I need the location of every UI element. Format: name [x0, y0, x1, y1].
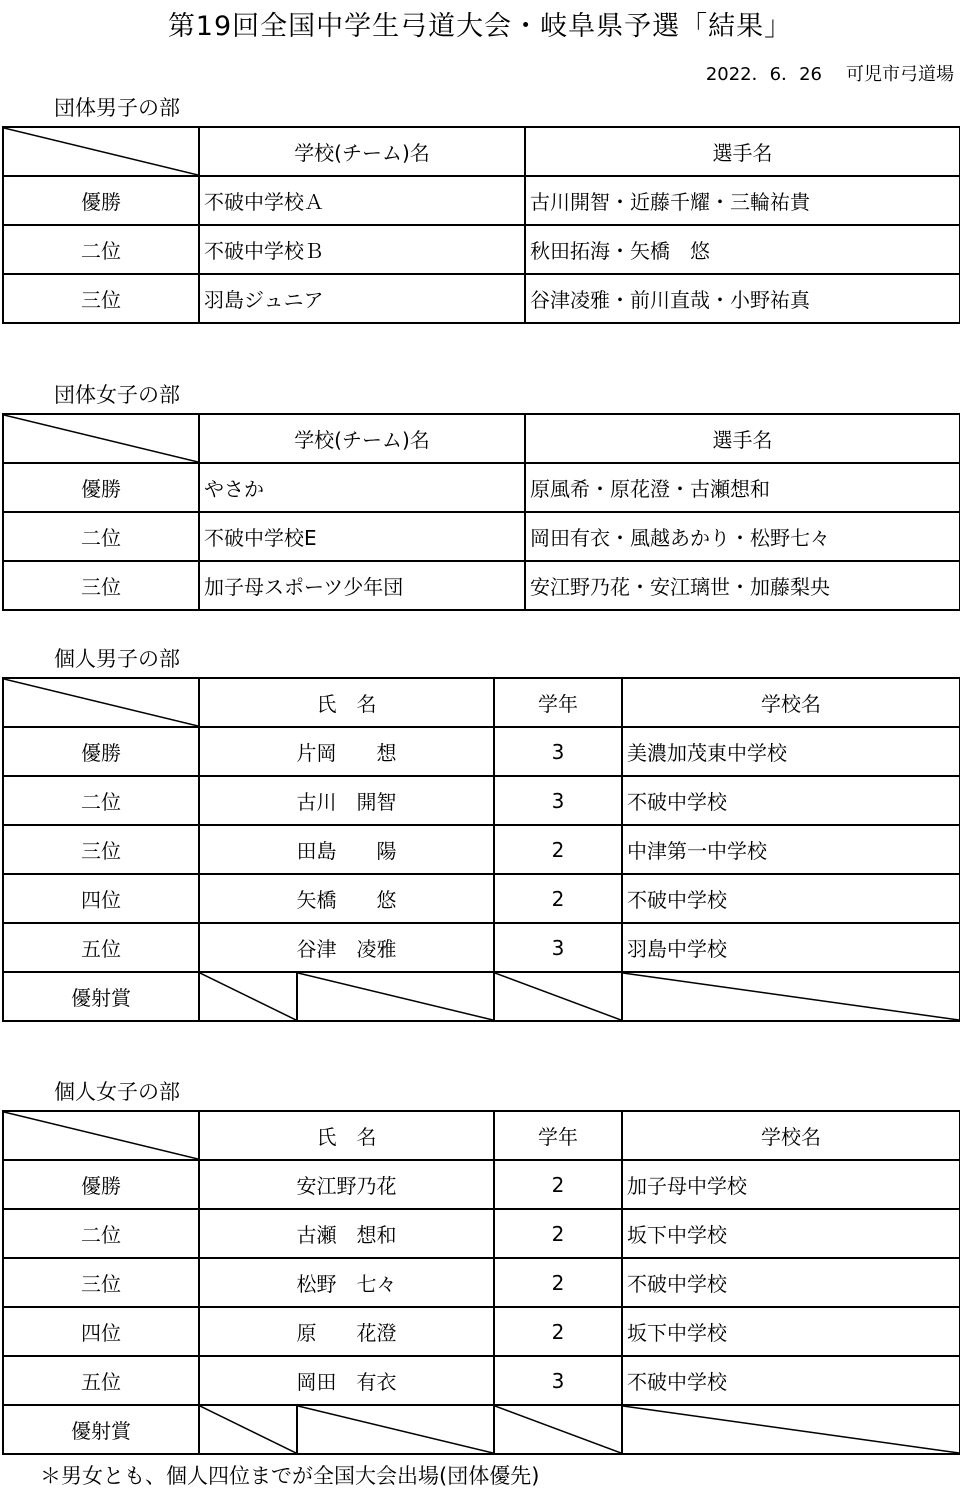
rank-cell: 二位 — [3, 1209, 199, 1258]
school-cell: 不破中学校 — [622, 1258, 960, 1307]
players-cell: 原風希・原花澄・古瀬想和 — [525, 463, 960, 512]
col-grade-header: 学年 — [494, 678, 622, 727]
empty-diag-cell — [297, 972, 494, 1021]
event-date: 2022．6．26 — [705, 64, 822, 85]
col-players-header: 選手名 — [525, 414, 960, 463]
empty-diag-cell — [199, 972, 297, 1021]
rank-cell: 二位 — [3, 225, 199, 274]
rank-cell: 優勝 — [3, 176, 199, 225]
rank-cell: 四位 — [3, 874, 199, 923]
grade-cell: 2 — [494, 1160, 622, 1209]
empty-diag-cell — [297, 1405, 494, 1454]
rank-cell: 五位 — [3, 1356, 199, 1405]
players-cell: 秋田拓海・矢橋 悠 — [525, 225, 960, 274]
rank-cell: 三位 — [3, 825, 199, 874]
rank-cell: 三位 — [3, 561, 199, 610]
rank-cell: 三位 — [3, 1258, 199, 1307]
grade-cell: 2 — [494, 825, 622, 874]
prize-label-cell: 優射賞 — [3, 1405, 199, 1454]
team-girls-heading: 団体女子の部 — [54, 383, 180, 407]
name-cell: 松野 七々 — [199, 1258, 494, 1307]
table-row — [3, 463, 960, 512]
rank-cell: 二位 — [3, 512, 199, 561]
name-cell: 片岡 想 — [199, 727, 494, 776]
school-cell: 不破中学校Ｂ — [199, 225, 525, 274]
table-row — [3, 1307, 960, 1356]
page-title: 第19回全国中学生弓道大会・岐阜県予選「結果」 — [167, 11, 793, 42]
header-corner-cell — [3, 414, 199, 463]
empty-diag-cell — [622, 1405, 960, 1454]
school-cell: 不破中学校 — [622, 776, 960, 825]
event-venue: 可児市弓道場 — [846, 64, 954, 85]
rank-cell: 四位 — [3, 1307, 199, 1356]
rank-cell: 五位 — [3, 923, 199, 972]
school-cell: 加子母スポーツ少年団 — [199, 561, 525, 610]
grade-cell: 3 — [494, 923, 622, 972]
grade-cell: 2 — [494, 874, 622, 923]
name-cell: 田島 陽 — [199, 825, 494, 874]
table-header-row — [3, 678, 960, 727]
table-row — [3, 274, 960, 323]
school-cell: 坂下中学校 — [622, 1209, 960, 1258]
rank-cell: 優勝 — [3, 463, 199, 512]
players-cell: 岡田有衣・風越あかり・松野七々 — [525, 512, 960, 561]
col-players-header: 選手名 — [525, 127, 960, 176]
school-cell: 不破中学校Ａ — [199, 176, 525, 225]
table-row — [3, 1258, 960, 1307]
grade-cell: 3 — [494, 1356, 622, 1405]
rank-cell: 三位 — [3, 274, 199, 323]
header-corner-cell — [3, 127, 199, 176]
empty-diag-cell — [494, 1405, 622, 1454]
prize-row — [3, 972, 960, 1021]
indiv-girls-heading: 個人女子の部 — [54, 1080, 180, 1104]
empty-diag-cell — [622, 972, 960, 1021]
table-header-row — [3, 1111, 960, 1160]
col-school-header: 学校名 — [622, 1111, 960, 1160]
school-cell: 坂下中学校 — [622, 1307, 960, 1356]
team-boys-table — [2, 126, 960, 324]
table-row — [3, 874, 960, 923]
empty-diag-cell — [199, 1405, 297, 1454]
table-row — [3, 1356, 960, 1405]
table-row — [3, 727, 960, 776]
grade-cell: 3 — [494, 776, 622, 825]
table-row — [3, 825, 960, 874]
indiv-boys-table — [2, 677, 960, 1022]
table-row — [3, 176, 960, 225]
indiv-girls-table — [2, 1110, 960, 1455]
table-row — [3, 561, 960, 610]
prize-label-cell: 優射賞 — [3, 972, 199, 1021]
col-grade-header: 学年 — [494, 1111, 622, 1160]
grade-cell: 2 — [494, 1258, 622, 1307]
school-cell: 不破中学校 — [622, 1356, 960, 1405]
col-name-header: 氏 名 — [199, 678, 494, 727]
name-cell: 古川 開智 — [199, 776, 494, 825]
school-cell: 加子母中学校 — [622, 1160, 960, 1209]
name-cell: 古瀬 想和 — [199, 1209, 494, 1258]
players-cell: 谷津凌雅・前川直哉・小野祐真 — [525, 274, 960, 323]
footnote: ＊男女とも、個人四位までが全国大会出場(団体優先) — [40, 1464, 540, 1488]
empty-diag-cell — [494, 972, 622, 1021]
table-row — [3, 776, 960, 825]
col-school-header: 学校(チーム)名 — [199, 127, 525, 176]
col-school-header: 学校名 — [622, 678, 960, 727]
table-row — [3, 1209, 960, 1258]
school-cell: 美濃加茂東中学校 — [622, 727, 960, 776]
players-cell: 安江野乃花・安江璃世・加藤梨央 — [525, 561, 960, 610]
school-cell: やさか — [199, 463, 525, 512]
name-cell: 岡田 有衣 — [199, 1356, 494, 1405]
grade-cell: 2 — [494, 1209, 622, 1258]
rank-cell: 二位 — [3, 776, 199, 825]
grade-cell: 2 — [494, 1307, 622, 1356]
players-cell: 古川開智・近藤千耀・三輪祐貴 — [525, 176, 960, 225]
header-corner-cell — [3, 678, 199, 727]
date-venue — [682, 60, 954, 86]
name-cell: 安江野乃花 — [199, 1160, 494, 1209]
prize-row — [3, 1405, 960, 1454]
col-school-header: 学校(チーム)名 — [199, 414, 525, 463]
table-row — [3, 225, 960, 274]
table-header-row — [3, 127, 960, 176]
team-boys-heading: 団体男子の部 — [54, 96, 180, 120]
rank-cell: 優勝 — [3, 727, 199, 776]
indiv-boys-heading: 個人男子の部 — [54, 647, 180, 671]
table-header-row — [3, 414, 960, 463]
school-cell: 中津第一中学校 — [622, 825, 960, 874]
team-girls-table — [2, 413, 960, 611]
table-row — [3, 923, 960, 972]
table-row — [3, 512, 960, 561]
table-row — [3, 1160, 960, 1209]
name-cell: 矢橋 悠 — [199, 874, 494, 923]
school-cell: 羽島ジュニア — [199, 274, 525, 323]
col-name-header: 氏 名 — [199, 1111, 494, 1160]
grade-cell: 3 — [494, 727, 622, 776]
school-cell: 不破中学校 — [622, 874, 960, 923]
school-cell: 羽島中学校 — [622, 923, 960, 972]
name-cell: 谷津 凌雅 — [199, 923, 494, 972]
rank-cell: 優勝 — [3, 1160, 199, 1209]
header-corner-cell — [3, 1111, 199, 1160]
school-cell: 不破中学校E — [199, 512, 525, 561]
name-cell: 原 花澄 — [199, 1307, 494, 1356]
